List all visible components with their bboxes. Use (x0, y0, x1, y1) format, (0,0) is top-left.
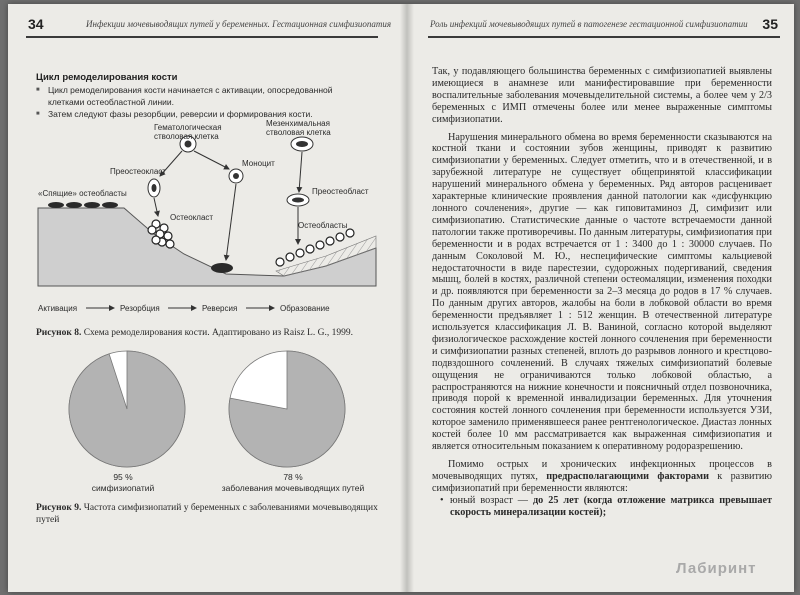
phase-activation: Активация (38, 304, 78, 313)
cycle-title: Цикл ремоделирования кости (36, 72, 178, 83)
osteoblasts-label: Остеобласты (298, 221, 348, 230)
pie-left-percent: 95 % (113, 472, 133, 482)
factor-list (432, 495, 772, 519)
factor-item-bold: до 25 лет (когда отложение матрикса превышает скорость минерализации костей); (450, 494, 772, 518)
left-page-number: 34 (28, 16, 44, 32)
right-column-text (432, 66, 772, 519)
figure-9-number: Рисунок 9. (36, 503, 82, 513)
watermark-logo: Лабиринт (676, 560, 757, 577)
phase-resorption: Резорбция (120, 304, 160, 313)
right-page-header (428, 14, 780, 38)
paragraph-3-start: Помимо острых и хронических инфекционных процессов в мочевыводящих путях, (432, 459, 772, 482)
sleeping-osteoblasts (48, 202, 118, 208)
pie-svg (42, 349, 372, 469)
pie-left-main-slice (69, 351, 185, 467)
bullet-item: ■ Затем следуют фазы резорбции, реверсии и формирования кости. (36, 108, 371, 120)
sleeping-osteoblasts-label: «Спящие» остеобласты (38, 189, 127, 198)
pie-right-label (208, 472, 378, 494)
figure-8-caption (36, 327, 381, 339)
book-gutter (400, 4, 414, 592)
phase-formation: Образование (280, 304, 330, 313)
mesenchymal-label-1: Мезенхимальная (266, 119, 330, 128)
hematopoietic-label-1: Гематологическая (154, 123, 222, 132)
figure-8-number: Рисунок 8. (36, 328, 82, 338)
pie-right-percent: 78 % (283, 472, 303, 482)
hematopoietic-label-2: стволовая клетка (154, 132, 219, 141)
left-running-title: Инфекции мочевыводящих путей у беременных. Гестационная симфизиопатия (86, 19, 392, 29)
pie-left-name: симфизиопатий (91, 483, 155, 493)
cycle-bullets (36, 84, 371, 120)
book-spread (8, 4, 794, 592)
paragraph-3-end: к развитию симфизиопатий при беременности являются: (432, 470, 772, 494)
factor-item (450, 495, 772, 519)
left-page-header (26, 14, 392, 38)
pie-charts (42, 349, 372, 469)
right-running-title: Роль инфекций мочевыводящих путей в патогенезе гестационной симфизиопатии (430, 19, 748, 29)
osteoclast-label: Остеокласт (170, 213, 214, 222)
figure-8-text: Схема ремоделирования кости. Адаптировано из Raisz L. G., 1999. (81, 328, 353, 338)
pie-right-name: заболевания мочевыводящих путей (221, 483, 365, 493)
figure-9-caption (36, 502, 381, 526)
phase-reversal: Реверсия (202, 304, 238, 313)
paragraph-2: Нарушения минерального обмена во время беременности сказываются на костной ткани и состоянии зубов женщины, приводят к развитию симфизиопатии у беременных. Следует отметить, что и в отечественной, и в зарубежной литературе не существует общепринятой классификации нарушений минерального обмена у беременных. Ряд авторов расценивает характерные клинические проявления данной патологии как «дисфункцию лонного сочленения», другие — как гиповитаминоз Д, симфизит или симфизиопатию. Статистические данные о частоте встречаемости данной патологии также противоречивы. По данным литературы, симфизиопатия при беременности и в родах встречается от 1 : 3400 до 1 : 30000 случаев. По данным Соколовой М. Ю., неспецифические симптомы кальциевой недостаточности в виде парестезии, судорожных подергиваний, сведения мышц, болей в костях, различной степени остеомаляции, изменения походки и др. появляются при беременности за 2–3 месяца до родов в 17 % случаев. По данным других авторов, жалобы на боли в лобковой области во время беременности предъявляет 1 : 512 женщин. В отечественной литературе используется классификация Л. В. Ваниной, согласно которой выделяют физиологическое расхождение костей лонного сочленения при беременности и симфизиопатии разных степеней, вплоть до разрывов лонного и крестцово-подвздошного сочленений. В случаях тяжелых симфизиопатий болевые ощущения не ограничиваются только лобковой областью, а распространяются на нижние конечности и поясничный отдел позвоночника, приводя порой к временной инвалидизации беременных. Для уточнения состояния костей лонного сочленения при беременности используется УЗИ, которое заменило применявшееся ранее рентгенологическое. Диастаз лонных костей более 10 мм рассматривается как выраженная симфизиопатия и является относительным показанием к оперативному родоразрешению. (432, 131, 772, 453)
figure-9-text: Частота симфизиопатий у беременных с заболеваниями мочевыводящих путей (36, 503, 378, 525)
factor-item-start: юный возраст — (450, 494, 533, 506)
pie-left-label (68, 472, 178, 494)
paragraph-3-bold: предрасполагающими факторами (546, 470, 709, 482)
preosteoblast-label: Преостеобласт (312, 187, 369, 196)
preosteoclast-label: Преостеокласт (110, 167, 166, 176)
paragraph-1: Так, у подавляющего большинства беременных с симфизиопатией выявлены имеющиеся в анамнезе или манифестировавшие при беременности воспалительные заболевания мочевыделительной системы, а более чем у 2/3 беременных с ИМП отмечены более или менее выраженные симптомы симфизиопатии. (432, 66, 772, 125)
mesenchymal-label-2: стволовая клетка (266, 128, 331, 137)
monocyte-label: Моноцит (242, 159, 275, 168)
reversal-cell (211, 263, 233, 273)
pie-urinary-tract (229, 351, 345, 467)
paragraph-3 (432, 459, 772, 495)
pie-symphysiopathy (69, 351, 185, 467)
bullet-item: ■ Цикл ремоделирования кости начинается с активации, опосредованной клетками остеобластной линии. (36, 84, 371, 108)
right-page-number: 35 (762, 16, 778, 32)
bone-remodeling-diagram (36, 116, 378, 324)
